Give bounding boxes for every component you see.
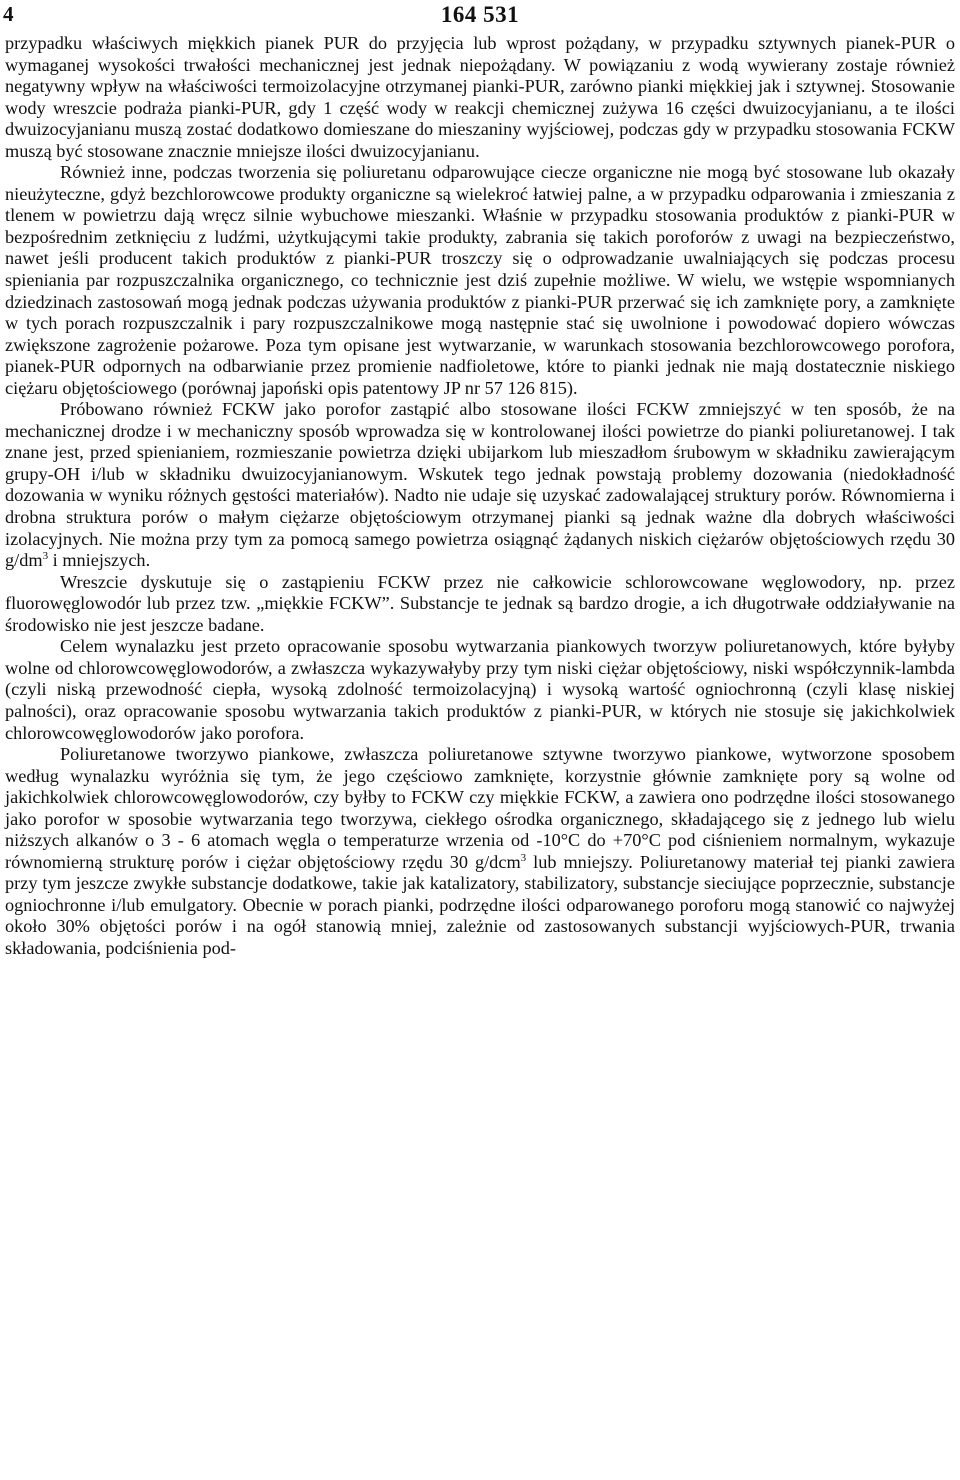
superscript-cubed: 3	[520, 851, 527, 864]
paragraph-6	[5, 744, 955, 959]
paragraph-3	[5, 399, 955, 571]
paragraph-3-text-end: i mniejszych.	[48, 550, 151, 571]
page-header	[0, 2, 960, 30]
paragraph-3-text: Próbowano również FCKW jako porofor zastąpić albo stosowane ilości FCKW zmniejszyć w ten sposób, że na mechanicznej drodze i w mechaniczny sposób wprowadza się w kontrolowanej ilości powietrze do pianki poliuretanowej. I tak znane jest, przed spienianiem, rozmieszanie powietrza dzięki ubijarkom lub mieszadłom śrubowym w składniku zawierającym grupy-OH i/lub w składniku dwuizocyjanianowym. Wskutek tego jednak powstają problemy dozowania (niedokładność dozowania w wyniku różnych gęstości materiałów). Nadto nie udaje się uzyskać zadowalającej struktury porów. Równomierna i drobna struktura porów o małym ciężarze objętościowym otrzymanej pianki są jednak ważne dla dobrych właściwości izolacyjnych. Nie można przy tym za pomocą samego powietrza osiągnąć żądanych niskich ciężarów objętościowych rzędu 30 g/dm	[5, 399, 955, 571]
paragraph-5: Celem wynalazku jest przeto opracowanie sposobu wytwarzania piankowych tworzyw poliuretanowych, które byłyby wolne od chlorowcowęglowodorów, a zwłaszcza wykazywałyby przy tym niski ciężar objętościowy, niski współczynnik-lambda (czyli niską przewodność ciepła, wysoką zdolność termoizolacyjną) i wysoką wartość ogniochronną (czyli klasę niskiej palności), oraz opracowanie sposobu wytwarzania takich produktów z pianki-PUR, w których nie stosuje się jakichkolwiek chlorowcowęglowodorów jako porofora.	[5, 636, 955, 743]
paragraph-1: przypadku właściwych miękkich pianek PUR do przyjęcia lub wprost pożądany, w przypadku sztywnych pianek-PUR o wymaganej wysokości trwałości mechanicznej jest jednak niepożądany. W powiązaniu z wodą wywierany zostaje również negatywny wpływ na właściwości termoizolacyjne otrzymanej pianki-PUR, zarówno pianki miękkiej jak i sztywnej. Stosowanie wody wreszcie podraża pianki-PUR, gdy 1 część wody w reakcji chemicznej zużywa 16 części dwuizocyjanianu, a te ilości dwuizocyjanianu muszą zostać dodatkowo domieszane do mieszaniny wyjściowej, podczas gdy w przypadku stosowania FCKW muszą być stosowane znacznie mniejsze ilości dwuizocyjanianu.	[5, 33, 955, 161]
paragraph-6-text: Poliuretanowe tworzywo piankowe, zwłaszcza poliuretanowe sztywne tworzywo piankowe, wytworzone sposobem według wynalazku wyróżnia się tym, że jego częściowo zamknięte, korzystnie głównie zamknięte pory są wolne od jakichkolwiek chlorowcowęglowodorów, czy byłby to FCKW czy miękkie FCKW, a zawiera ono podrzędne ilości stosowanego jako porofor w sposobie wytwarzania tego tworzywa, ciekłego ośrodka organicznego, składającego się z jednego lub wielu niższych alkanów o 3 - 6 atomach węgla o temperaturze wrzenia od -10°C do +70°C pod ciśnieniem normalnym, wykazuje równomierną strukturę porów i ciężar objętościowy rzędu 30 g/dcm	[5, 744, 955, 872]
page-number: 4	[3, 2, 14, 26]
patent-number: 164 531	[440, 2, 520, 27]
body-text	[5, 33, 955, 960]
paragraph-2: Również inne, podczas tworzenia się poliuretanu odparowujące ciecze organiczne nie mogą być stosowane lub okazały nieużyteczne, gdyż bezchlorowcowe produkty organiczne są wielekroć łatwiej palne, a w przypadku odparowania i zmieszania z tlenem w powietrzu dają wręcz silnie wybuchowe mieszanki. Właśnie w przypadku stosowania produktów z pianki-PUR w bezpośrednim zetknięciu z ludźmi, użytkującymi takie produkty, zabrania się takich poroforów z uwagi na bezpieczeństwo, nawet jeśli producent takich produktów z pianki-PUR troszczy się o odprowadzanie uwalniających się podczas procesu spieniania par rozpuszczalnika organicznego, co technicznie jest dziś zupełnie możliwe. W wielu, we wstępie wspomnianych dziedzinach zastosowań mogą jednak podczas używania produktów z pianki-PUR przerwać się ich zamknięte pory, a zamknięte w tych porach rozpuszczalnik i pary rozpuszczalnikowe mogą następnie stać się uwolnione i powodować dopiero wówczas zwiększone zagrożenie pożarowe. Poza tym opisane jest wytwarzanie, w warunkach stosowania bezchlorowcowego porofora, pianek-PUR odpornych na odbarwianie przez promienie nadfioletowe, które to pianki jednak nie mają dostatecznie niskiego ciężaru objętościowego (porównaj japoński opis patentowy JP nr 57 126 815).	[5, 162, 955, 398]
paragraph-4: Wreszcie dyskutuje się o zastąpieniu FCKW przez nie całkowicie schlorowcowane węglowodory, np. przez fluorowęglowodór lub przez tzw. „miękkie FCKW”. Substancje te jednak są bardzo drogie, a ich długotrwałe oddziaływanie na środowisko nie jest jeszcze badane.	[5, 571, 955, 635]
paragraph-6-text-end: lub mniejszy. Poliuretanowy materiał tej pianki zawiera przy tym jeszcze zwykłe substancje dodatkowe, takie jak katalizatory, stabilizatory, substancje sieciujące poprzecznie, substancje ogniochronne i/lub emulgatory. Obecnie w porach pianki, podrzędne ilości odparowanego poroforu mogą stanowić co najwyżej około 30% objętości porów i na ogół stanowią mniej, zależnie od zastosowanych substancji wyjściowych-PUR, trwania składowania, podciśnienia pod-	[5, 851, 955, 958]
superscript-cubed: 3	[42, 550, 49, 563]
